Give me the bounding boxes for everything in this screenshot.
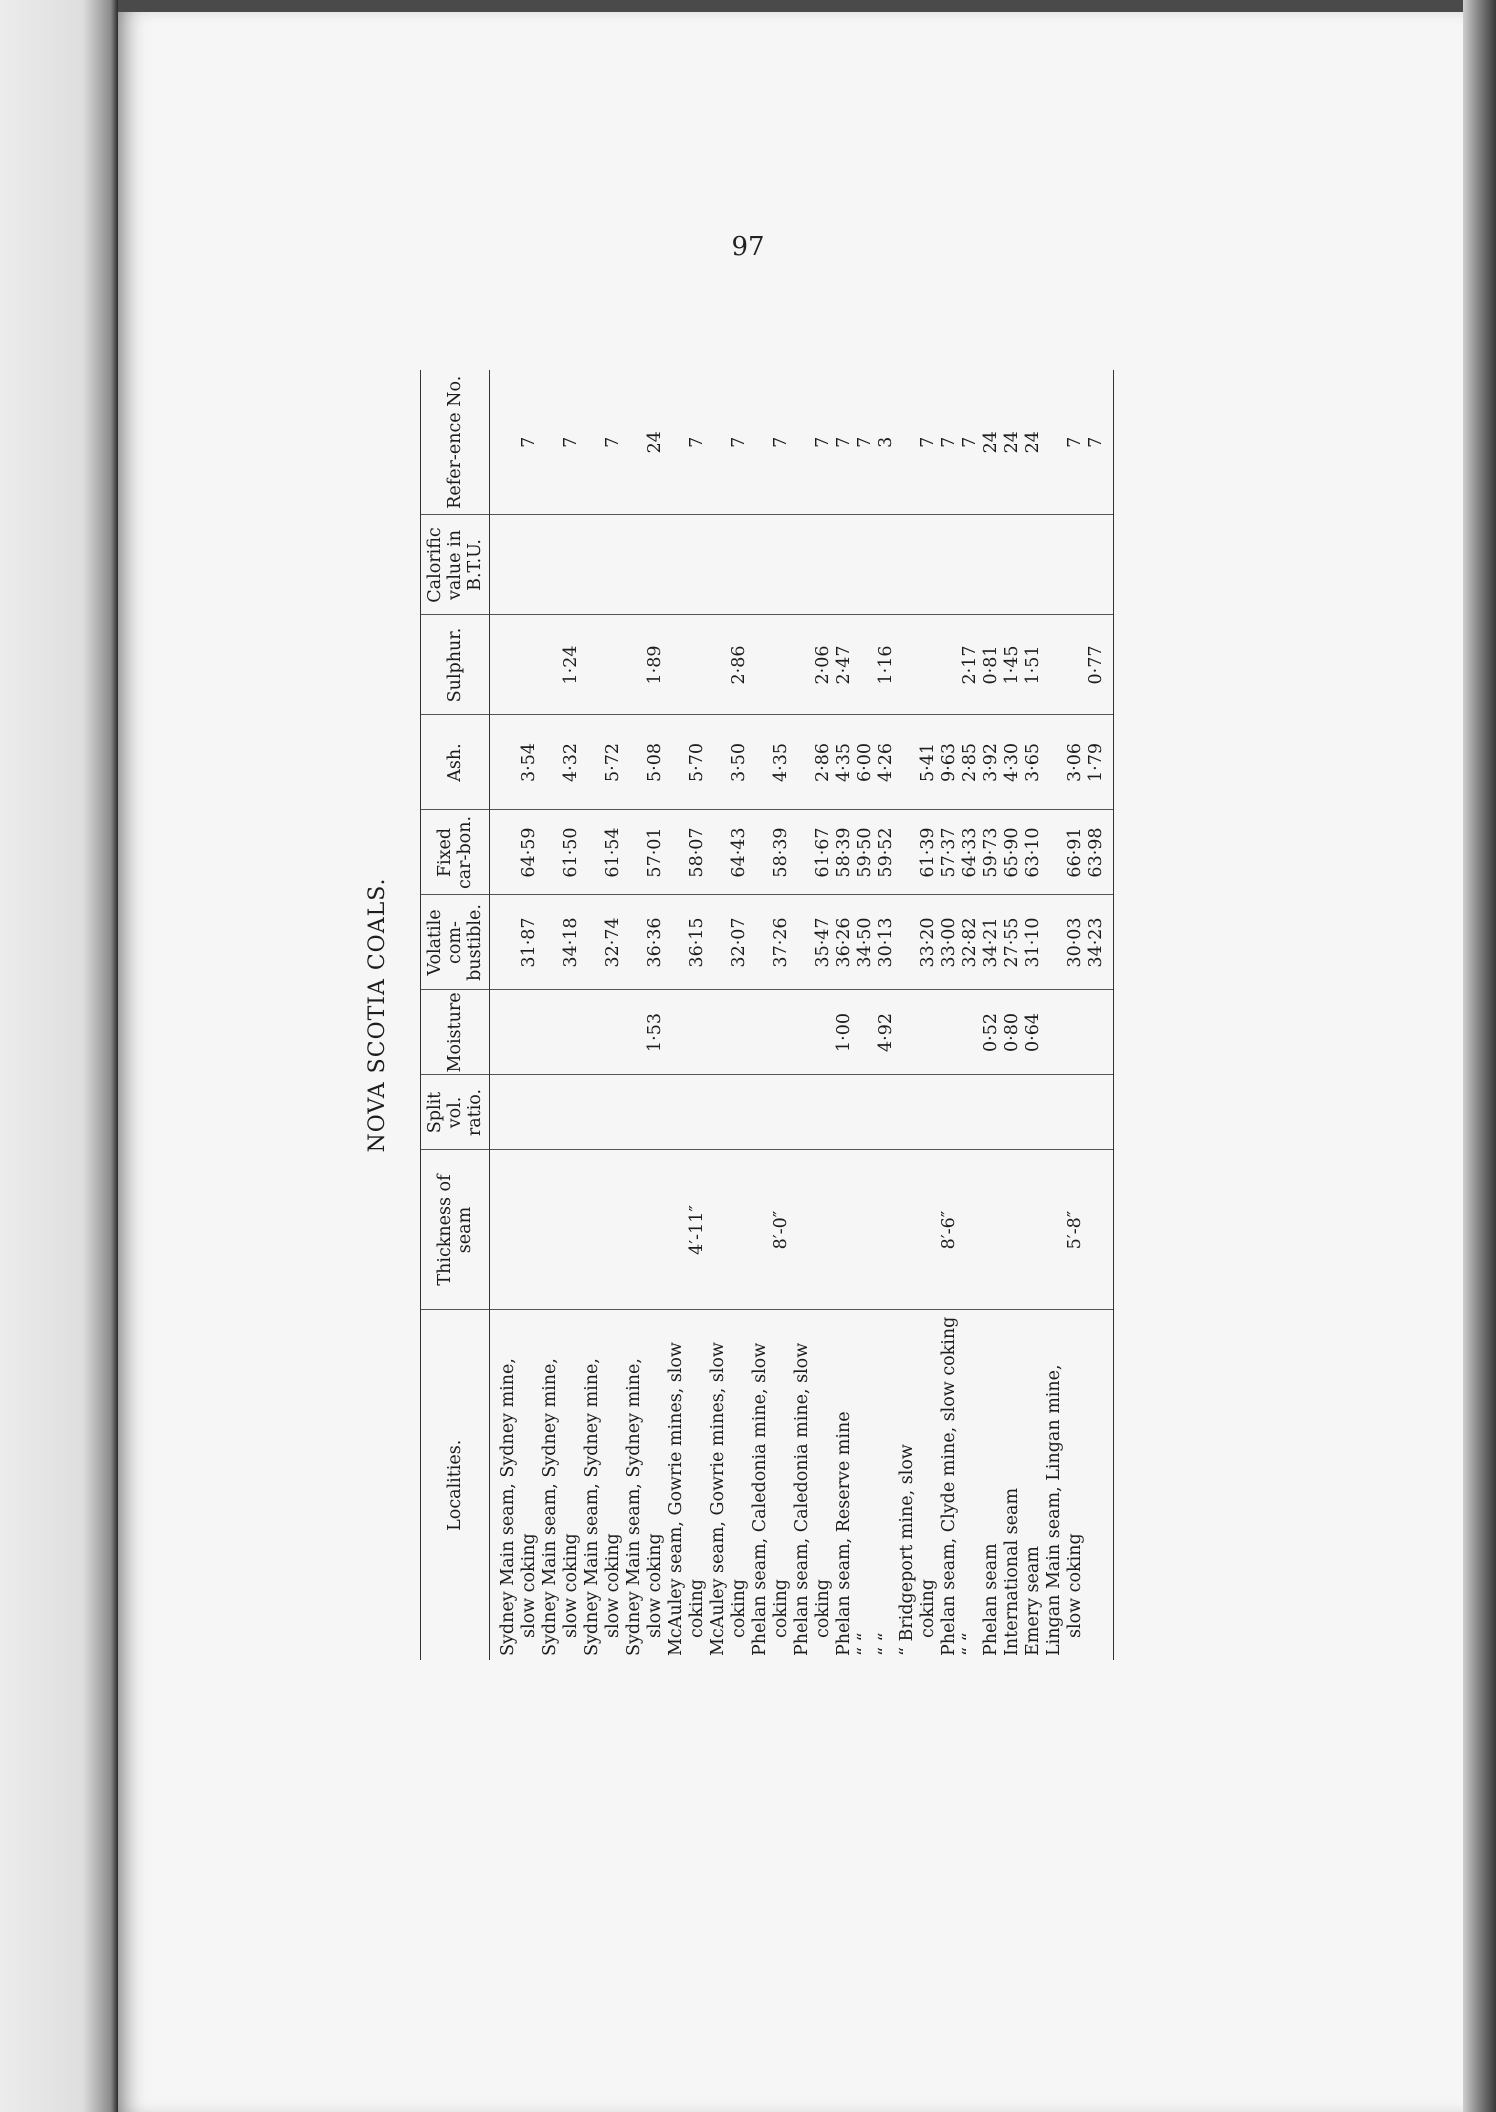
table-row [490, 370, 541, 1660]
locality-cell [750, 1310, 792, 1660]
locality-line-2: slow coking [1065, 1533, 1085, 1638]
thickness-cell [897, 1150, 939, 1310]
sulphur-cell: 0·77 [1086, 615, 1114, 715]
table-row [981, 370, 1002, 1660]
ash-cell: 1·79 [1086, 715, 1114, 810]
locality-line-1: Phelan seam, Clyde mine, slow coking [939, 1316, 959, 1656]
locality-line-1: Sydney Main seam, Sydney mine, [582, 1358, 602, 1656]
fixed-carbon-cell: 64·43 [708, 810, 750, 895]
locality-line-2: slow coking [603, 1533, 623, 1638]
col-header-thickness: Thickness of seam [421, 1150, 490, 1310]
table-row [750, 370, 792, 1660]
split-ratio-cell [666, 1075, 708, 1150]
table-row [1023, 370, 1044, 1660]
moisture-cell [666, 990, 708, 1075]
fixed-carbon-cell: 59·73 [981, 810, 1002, 895]
volatile-cell: 33·00 [939, 895, 960, 990]
table-row [960, 370, 981, 1660]
calorific-cell [540, 515, 582, 615]
locality-line-1: Phelan seam, Reserve mine [834, 1411, 854, 1656]
ash-cell: 5·41 [897, 715, 939, 810]
ash-cell: 3·65 [1023, 715, 1044, 810]
calorific-cell [582, 515, 624, 615]
reference-cell: 7 [540, 370, 582, 515]
reference-cell: 7 [582, 370, 624, 515]
col-header-reference: Refer-ence No. [421, 370, 490, 515]
locality-cell [540, 1310, 582, 1660]
col-header-volatile: Volatile com-bustible. [421, 895, 490, 990]
locality-line-1: “ “ [960, 1632, 980, 1656]
ash-cell: 5·70 [666, 715, 708, 810]
volatile-cell: 37·26 [750, 895, 792, 990]
thickness-cell [624, 1150, 666, 1310]
col-header-sulphur: Sulphur. [421, 615, 490, 715]
locality-cell [666, 1310, 708, 1660]
reference-cell: 7 [834, 370, 855, 515]
fixed-carbon-cell: 59·50 [855, 810, 876, 895]
table-title: NOVA SCOTIA COALS. [365, 877, 390, 1153]
volatile-cell: 36·36 [624, 895, 666, 990]
table-row [1086, 370, 1114, 1660]
table-row [876, 370, 897, 1660]
table-row [855, 370, 876, 1660]
fixed-carbon-cell: 57·37 [939, 810, 960, 895]
reference-cell: 7 [960, 370, 981, 515]
sulphur-cell: 2·17 [960, 615, 981, 715]
rotated-table-block [365, 370, 1175, 1660]
fixed-carbon-cell: 58·07 [666, 810, 708, 895]
split-ratio-cell [876, 1075, 897, 1150]
thickness-cell: 5′-8″ [1044, 1150, 1086, 1310]
locality-line-2: slow coking [519, 1533, 539, 1638]
fixed-carbon-cell: 64·33 [960, 810, 981, 895]
calorific-cell [624, 515, 666, 615]
moisture-cell [792, 990, 834, 1075]
reference-cell: 24 [1002, 370, 1023, 515]
ash-cell: 4·26 [876, 715, 897, 810]
ash-cell: 2·86 [792, 715, 834, 810]
sulphur-cell [666, 615, 708, 715]
reference-cell: 3 [876, 370, 897, 515]
volatile-cell: 30·13 [876, 895, 897, 990]
thickness-cell [1023, 1150, 1044, 1310]
calorific-cell [981, 515, 1002, 615]
locality-cell [1044, 1310, 1086, 1660]
split-ratio-cell [1023, 1075, 1044, 1150]
split-ratio-cell [624, 1075, 666, 1150]
locality-line-1: Emery seam [1023, 1546, 1043, 1656]
sulphur-cell: 0·81 [981, 615, 1002, 715]
locality-cell [1002, 1310, 1023, 1660]
locality-cell [490, 1310, 541, 1660]
sulphur-cell [1044, 615, 1086, 715]
split-ratio-cell [582, 1075, 624, 1150]
volatile-cell: 34·18 [540, 895, 582, 990]
split-ratio-cell [834, 1075, 855, 1150]
ash-cell: 4·35 [834, 715, 855, 810]
split-ratio-cell [855, 1075, 876, 1150]
ash-cell: 5·72 [582, 715, 624, 810]
sulphur-cell [939, 615, 960, 715]
volatile-cell: 31·10 [1023, 895, 1044, 990]
moisture-cell [1044, 990, 1086, 1075]
locality-line-1: Sydney Main seam, Sydney mine, [540, 1358, 560, 1656]
table-row [666, 370, 708, 1660]
locality-cell [897, 1310, 939, 1660]
sulphur-cell: 1·16 [876, 615, 897, 715]
table-row [834, 370, 855, 1660]
fixed-carbon-cell: 63·98 [1086, 810, 1114, 895]
locality-line-1: “ “ [855, 1632, 875, 1656]
sulphur-cell: 2·06 [792, 615, 834, 715]
table-row [792, 370, 834, 1660]
calorific-cell [876, 515, 897, 615]
volatile-cell: 32·74 [582, 895, 624, 990]
reference-cell: 7 [750, 370, 792, 515]
moisture-cell [855, 990, 876, 1075]
locality-line-2: coking [918, 1578, 938, 1638]
locality-cell [855, 1310, 876, 1660]
moisture-cell [750, 990, 792, 1075]
moisture-cell [1086, 990, 1114, 1075]
table-row [582, 370, 624, 1660]
reference-cell: 24 [1023, 370, 1044, 515]
calorific-cell [1044, 515, 1086, 615]
split-ratio-cell [792, 1075, 834, 1150]
table-row [540, 370, 582, 1660]
fixed-carbon-cell: 58·39 [750, 810, 792, 895]
locality-line-2: slow coking [561, 1533, 581, 1638]
calorific-cell [834, 515, 855, 615]
split-ratio-cell [708, 1075, 750, 1150]
thickness-cell [582, 1150, 624, 1310]
locality-line-1: “ Bridgeport mine, slow [897, 1444, 917, 1656]
locality-cell [834, 1310, 855, 1660]
locality-line-1: International seam [1002, 1487, 1022, 1656]
moisture-cell: 4·92 [876, 990, 897, 1075]
thickness-cell [792, 1150, 834, 1310]
split-ratio-cell [939, 1075, 960, 1150]
table-row [1044, 370, 1086, 1660]
thickness-cell [834, 1150, 855, 1310]
sulphur-cell: 1·45 [1002, 615, 1023, 715]
reference-cell: 24 [624, 370, 666, 515]
split-ratio-cell [897, 1075, 939, 1150]
volatile-cell: 36·15 [666, 895, 708, 990]
thickness-cell [855, 1150, 876, 1310]
table-row [897, 370, 939, 1660]
col-header-fixed-carbon: Fixed car-bon. [421, 810, 490, 895]
locality-line-2: coking [771, 1578, 791, 1638]
split-ratio-cell [960, 1075, 981, 1150]
fixed-carbon-cell: 64·59 [490, 810, 541, 895]
calorific-cell [750, 515, 792, 615]
table-row [624, 370, 666, 1660]
calorific-cell [855, 515, 876, 615]
fixed-carbon-cell: 65·90 [1002, 810, 1023, 895]
ash-cell: 4·32 [540, 715, 582, 810]
calorific-cell [939, 515, 960, 615]
reference-cell: 7 [490, 370, 541, 515]
reference-cell: 7 [708, 370, 750, 515]
thickness-cell [1086, 1150, 1114, 1310]
moisture-cell [960, 990, 981, 1075]
col-header-calorific: Calorific value in B.T.U. [421, 515, 490, 615]
split-ratio-cell [1002, 1075, 1023, 1150]
locality-line-2: coking [813, 1578, 833, 1638]
volatile-cell: 32·82 [960, 895, 981, 990]
ash-cell: 3·06 [1044, 715, 1086, 810]
fixed-carbon-cell: 61·67 [792, 810, 834, 895]
fixed-carbon-cell: 58·39 [834, 810, 855, 895]
reference-cell: 7 [1086, 370, 1114, 515]
moisture-cell [708, 990, 750, 1075]
table-header-row [421, 370, 490, 1660]
fixed-carbon-cell: 59·52 [876, 810, 897, 895]
volatile-cell: 35·47 [792, 895, 834, 990]
moisture-cell [939, 990, 960, 1075]
calorific-cell [960, 515, 981, 615]
moisture-cell: 1·00 [834, 990, 855, 1075]
sulphur-cell: 1·51 [1023, 615, 1044, 715]
locality-line-1: Phelan seam, Caledonia mine, slow [750, 1342, 770, 1656]
locality-cell [624, 1310, 666, 1660]
calorific-cell [792, 515, 834, 615]
reference-cell: 7 [666, 370, 708, 515]
split-ratio-cell [750, 1075, 792, 1150]
calorific-cell [897, 515, 939, 615]
fixed-carbon-cell: 61·50 [540, 810, 582, 895]
reference-cell: 7 [855, 370, 876, 515]
fixed-carbon-cell: 61·54 [582, 810, 624, 895]
ash-cell: 9·63 [939, 715, 960, 810]
locality-cell [1023, 1310, 1044, 1660]
split-ratio-cell [1044, 1075, 1086, 1150]
volatile-cell: 34·23 [1086, 895, 1114, 990]
calorific-cell [490, 515, 541, 615]
locality-line-2: coking [687, 1578, 707, 1638]
locality-line-1: Phelan seam [981, 1543, 1001, 1656]
col-header-moisture: Moisture [421, 990, 490, 1075]
reference-cell: 24 [981, 370, 1002, 515]
thickness-cell [540, 1150, 582, 1310]
page-number: 97 [731, 232, 765, 262]
moisture-cell: 0·52 [981, 990, 1002, 1075]
moisture-cell: 0·64 [1023, 990, 1044, 1075]
reference-cell: 7 [1044, 370, 1086, 515]
fixed-carbon-cell: 66·91 [1044, 810, 1086, 895]
table-row [708, 370, 750, 1660]
split-ratio-cell [981, 1075, 1002, 1150]
volatile-cell: 27·55 [1002, 895, 1023, 990]
thickness-cell: 8′-6″ [939, 1150, 960, 1310]
moisture-cell [582, 990, 624, 1075]
locality-cell [708, 1310, 750, 1660]
volatile-cell: 30·03 [1044, 895, 1086, 990]
reference-cell: 7 [792, 370, 834, 515]
col-header-localities: Localities. [421, 1310, 490, 1660]
locality-cell [1086, 1310, 1114, 1660]
ash-cell: 3·54 [490, 715, 541, 810]
locality-line-1: McAuley seam, Gowrie mines, slow [666, 1342, 686, 1656]
locality-cell [939, 1310, 960, 1660]
split-ratio-cell [1086, 1075, 1114, 1150]
locality-line-2: coking [729, 1578, 749, 1638]
thickness-cell [708, 1150, 750, 1310]
ash-cell: 3·92 [981, 715, 1002, 810]
volatile-cell: 32·07 [708, 895, 750, 990]
thickness-cell [876, 1150, 897, 1310]
page-stack-edge [1463, 0, 1496, 2112]
split-ratio-cell [540, 1075, 582, 1150]
sulphur-cell [582, 615, 624, 715]
split-ratio-cell [490, 1075, 541, 1150]
moisture-cell: 0·80 [1002, 990, 1023, 1075]
sulphur-cell [855, 615, 876, 715]
thickness-cell [960, 1150, 981, 1310]
calorific-cell [666, 515, 708, 615]
locality-line-1: Sydney Main seam, Sydney mine, [498, 1358, 518, 1656]
locality-cell [981, 1310, 1002, 1660]
locality-line-1: “ “ [876, 1632, 896, 1656]
sulphur-cell [897, 615, 939, 715]
ash-cell: 6·00 [855, 715, 876, 810]
volatile-cell: 34·50 [855, 895, 876, 990]
locality-line-1: Phelan seam, Caledonia mine, slow [792, 1342, 812, 1656]
locality-cell [960, 1310, 981, 1660]
thickness-cell [490, 1150, 541, 1310]
volatile-cell: 31·87 [490, 895, 541, 990]
calorific-cell [1086, 515, 1114, 615]
col-header-ash: Ash. [421, 715, 490, 810]
ash-cell: 2·85 [960, 715, 981, 810]
locality-cell [582, 1310, 624, 1660]
locality-cell [792, 1310, 834, 1660]
thickness-cell [1002, 1150, 1023, 1310]
calorific-cell [708, 515, 750, 615]
facing-page-edge [0, 0, 118, 2112]
sulphur-cell [490, 615, 541, 715]
calorific-cell [1023, 515, 1044, 615]
locality-cell [876, 1310, 897, 1660]
col-header-split-ratio: Split vol. ratio. [421, 1075, 490, 1150]
locality-line-2: slow coking [645, 1533, 665, 1638]
calorific-cell [1002, 515, 1023, 615]
table-row [1002, 370, 1023, 1660]
thickness-cell: 4′-11″ [666, 1150, 708, 1310]
table-body [490, 370, 1114, 1660]
ash-cell: 4·30 [1002, 715, 1023, 810]
locality-line-1: Lingan Main seam, Lingan mine, [1044, 1364, 1064, 1656]
fixed-carbon-cell: 57·01 [624, 810, 666, 895]
table-row [939, 370, 960, 1660]
volatile-cell: 36·26 [834, 895, 855, 990]
ash-cell: 4·35 [750, 715, 792, 810]
locality-line-1: Sydney Main seam, Sydney mine, [624, 1358, 644, 1656]
sulphur-cell: 2·47 [834, 615, 855, 715]
moisture-cell: 1·53 [624, 990, 666, 1075]
moisture-cell [540, 990, 582, 1075]
locality-line-1: McAuley seam, Gowrie mines, slow [708, 1342, 728, 1656]
moisture-cell [897, 990, 939, 1075]
volatile-cell: 33·20 [897, 895, 939, 990]
sulphur-cell: 2·86 [708, 615, 750, 715]
moisture-cell [490, 990, 541, 1075]
sulphur-cell: 1·89 [624, 615, 666, 715]
thickness-cell [981, 1150, 1002, 1310]
fixed-carbon-cell: 61·39 [897, 810, 939, 895]
sulphur-cell [750, 615, 792, 715]
coal-analysis-table [420, 370, 1114, 1660]
sulphur-cell: 1·24 [540, 615, 582, 715]
reference-cell: 7 [897, 370, 939, 515]
volatile-cell: 34·21 [981, 895, 1002, 990]
thickness-cell: 8′-0″ [750, 1150, 792, 1310]
fixed-carbon-cell: 63·10 [1023, 810, 1044, 895]
ash-cell: 3·50 [708, 715, 750, 810]
ash-cell: 5·08 [624, 715, 666, 810]
reference-cell: 7 [939, 370, 960, 515]
